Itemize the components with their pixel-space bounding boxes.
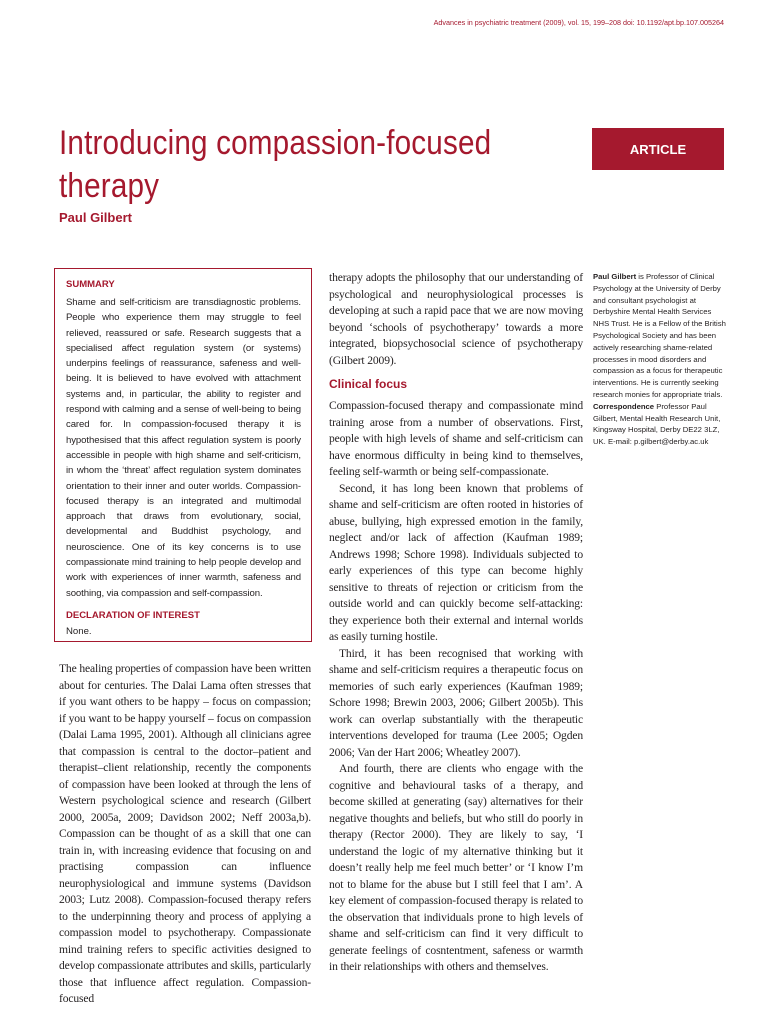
summary-text: Shame and self-criticism are transdiagnostic problems. People who experience them may struggle to feel relieved, reassured or safe. Research suggests that a specialised affect regulation system (or systems) underpins feelings of reassurance, safeness and well-being. It is believed to have evolved with attachment systems and, in particular, the ability to register and respond with calming and a sense of well-being to being cared for. In compassion-focused therapy it is hypothesised that this affect regulation system is poorly accessible in people with high shame and self-criticism, in whom the ‘threat’ affect regulation system dominates orientation to their inner and outer worlds. Compassion-focused therapy is an integrated and multimodal approach that draws from evolutionary, social, developmental and Buddhist psychology, and neuroscience. One of its key concerns is to use compassionate mind training to help people develop and work with experiences of inner warmth, safeness and soothing, via compassion and self-compassion. [66,297,301,599]
author-bio-text: is Professor of Clinical Psychology at the University of Derby and consultant psychologist at Derbyshire Mental Health Services NHS Trust. He is a Fellow of the British Psychological Society and has been actively researching shame-related processes in mood disorders and compassion as a focus for therapeutic interventions. He is currently seeking research monies for appropriate trials. [593,272,726,399]
declaration-text: None. [66,625,92,637]
article-author: Paul Gilbert [59,210,132,225]
author-name: Paul Gilbert [593,272,637,281]
body-paragraph: Second, it has long been known that problems of shame and self-criticism are often rooted in histories of abuse, bullying, high expressed emotion in the family, neglect and/or lack of affection (Kaufman 1989; Andrews 1998; Schore 1998). Individuals subjected to early experiences of this type can become highly sensitive to threats of rejection or criticism from the outside world and can quickly become self-attacking: they experience both their external and internal worlds as easily turning hostile. [329,481,583,643]
body-paragraph: And fourth, there are clients who engage with the cognitive and behavioural tasks of a therapy, and become skilled at generating (say) alternatives for their negative thoughts and beliefs, but who still do poorly in therapy (Rector 2000). They are likely to say, ‘I understand the logic of my alternative thinking but it doesn’t really help me feel much better’ or ‘I know I’m not to blame for the abuse but I still feel that I am’. A key element of compassion-focused therapy is related to the observation that individuals prone to high levels of shame and self-criticism can find it very difficult to generate feelings of cosntentment, safeness or warmth in their relationships with others and themselves. [329,762,583,973]
body-column-2-intro [329,270,583,369]
correspondence-label: Correspondence [593,401,655,411]
body-paragraph: Third, it has been recognised that working with shame and self-criticism requires a therapeutic focus on memories of such early experiences (Kaufman 1989; Schore 1998; Brewin 2003, 2006; Gilbert 2005b). This work can overlap substantially with the therapeutic interventions developed for trauma (Lee 2005; Ogden 2006; Van der Hart 2006; Wheatley 2007). [329,646,583,759]
body-paragraph: The healing properties of compassion have been written about for centuries. The Dalai Lama often stresses that if you want others to be happy – focus on compassion; if you want to be happy yourself – focus on compassion (Dalai Lama 1995, 2001). Although all clinicians agree that compassion is central to the doctor–patient and therapist–client relationship, recently the components of compassion have been looked at through the lens of Western psychological science and research (Gilbert 2000, 2005a, 2009; Davidson 2002; Neff 2003a,b). Compassion can be thought of as a skill that one can train in, with increasing evidence that focusing on and practising compassion can influence neurophysiological and immune systems (Davidson 2003; Lutz 2008). Compassion-focused therapy refers to the underpinning theory and process of applying a compassion model to psychotherapy. Compassionate mind training refers to specific activities designed to develop compassionate attributes and skills, particularly those that influence affect regulation. Compassion-focused [59,662,311,1005]
article-title: Introducing compassion-focused therapy [59,124,492,205]
body-column-2 [329,398,583,976]
body-paragraph: Compassion-focused therapy and compassionate mind training arose from a number of observations. First, people with high levels of shame and self-criticism can have enormous difficulty in being kind to themselves, feeling self-warmth or being self-compassionate. [329,399,583,478]
correspondence [593,401,729,448]
author-bio [593,271,729,401]
author-sidebar [593,271,729,448]
summary-box [54,268,312,642]
correspondence-text: Professor Paul Gilbert, Mental Health Research Unit, Kingsway Hospital, Derby DE22 3LZ, UK. E-mail: p.gilbert@derby.ac.uk [593,401,721,447]
body-column-1 [59,661,311,1008]
declaration-heading: DECLARATION OF INTEREST [66,609,200,621]
section-heading: Clinical focus [329,377,408,391]
body-paragraph: therapy adopts the philosophy that our understanding of psychological and neurophysiological processes is developing at such a rapid pace that we are now moving beyond ‘schools of psychotherapy’ towards a more integrated, biopsychosocial science of psychotherapy (Gilbert 2009). [329,271,583,367]
article-type-badge: ARTICLE [592,128,724,170]
summary-heading: SUMMARY [66,279,115,290]
journal-citation: Advances in psychiatric treatment (2009), vol. 15, 199–208 doi: 10.1192/apt.bp.107.005264 [433,18,724,27]
